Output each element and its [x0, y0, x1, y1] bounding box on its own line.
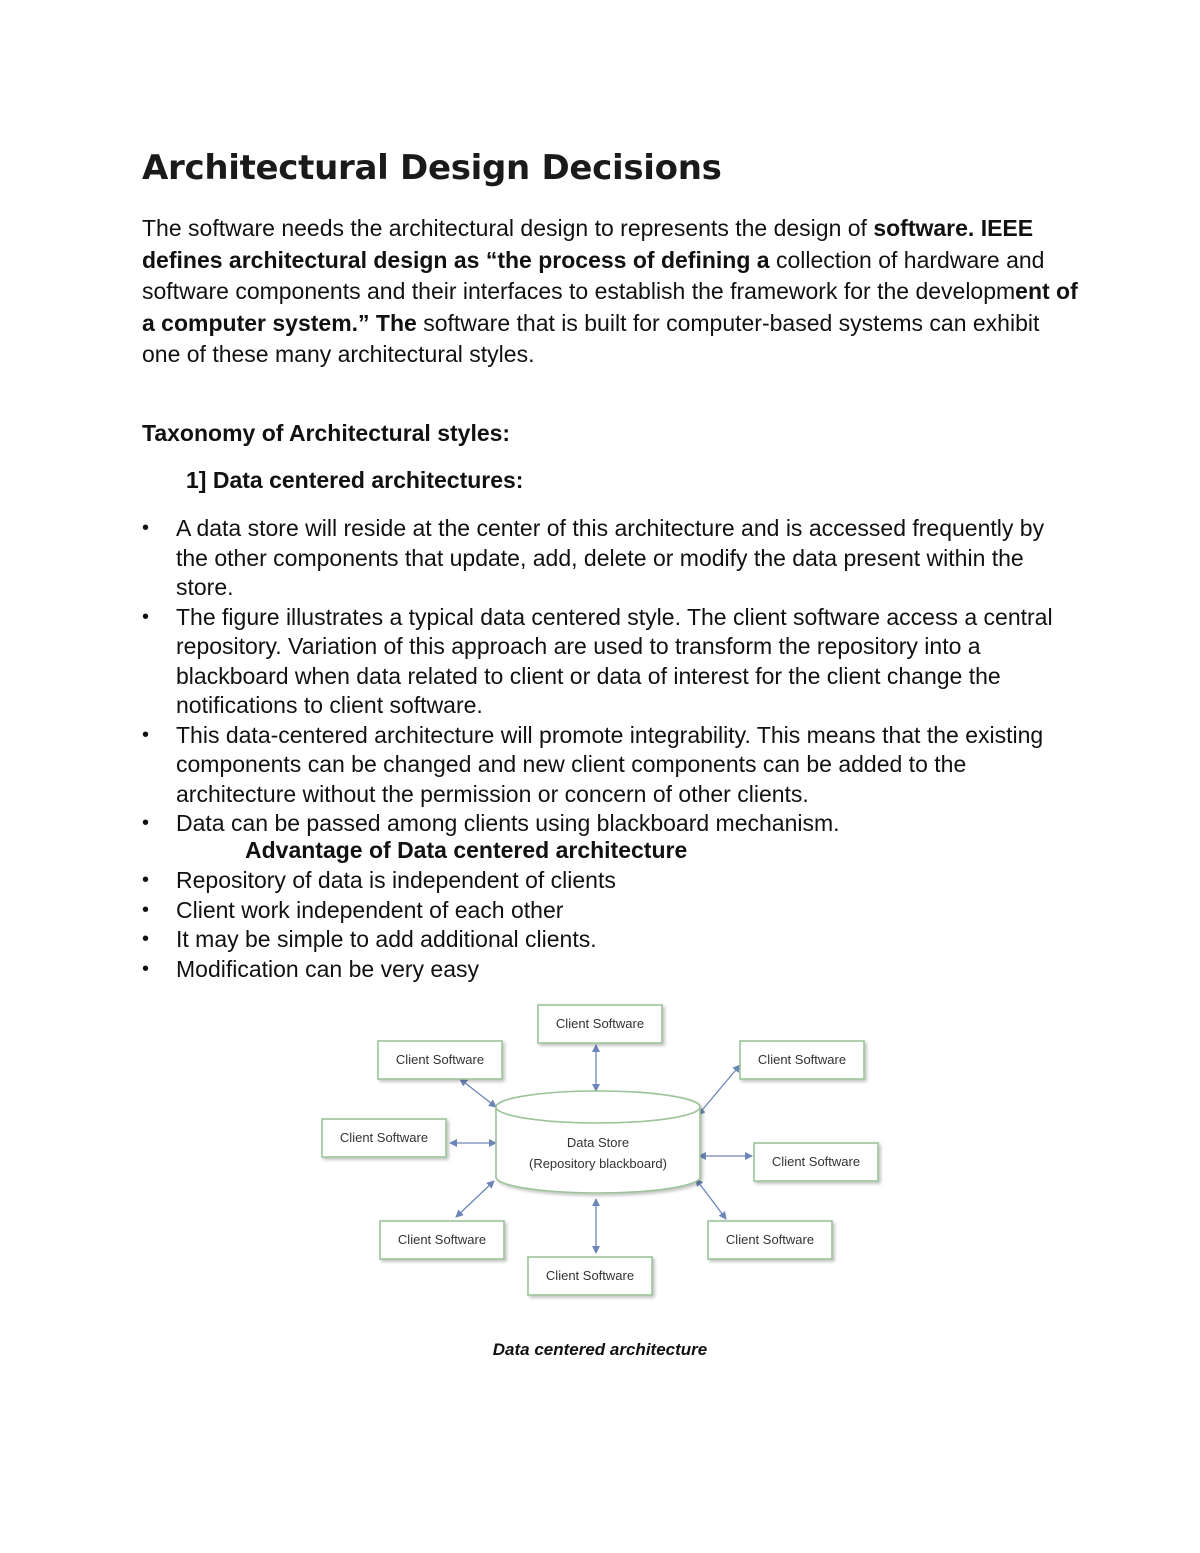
list-item	[0, 896, 1076, 926]
list-item	[0, 514, 1076, 603]
bullet-icon: •	[142, 869, 150, 891]
list-item	[0, 603, 1076, 721]
client-label: Client Software	[771, 1154, 861, 1169]
store-label-line1: Data Store	[566, 1135, 630, 1150]
list-item-text: Client work independent of each other	[176, 896, 564, 923]
data-centered-diagram	[310, 995, 890, 1315]
client-label: Client Software	[395, 1052, 485, 1067]
list-item-text: Data can be passed among clients using blackboard mechanism.	[176, 810, 840, 836]
client-left	[322, 1119, 446, 1157]
client-label: Client Software	[397, 1232, 487, 1247]
list-item-text: This data-centered architecture will promote integrability. This means that the existing components can be changed and new client components can be added to the architecture without the permission or concern of other clients.	[176, 721, 1044, 807]
list-item-text: Repository of data is independent of clients	[176, 867, 616, 893]
arrow-upper-left	[460, 1079, 496, 1107]
client-upper-right	[740, 1041, 864, 1079]
advantage-list	[0, 866, 1076, 984]
bullet-icon: •	[142, 605, 150, 628]
document-title: Architectural Design Decisions	[142, 148, 722, 188]
client-upper-left	[378, 1041, 502, 1079]
intro-text-3: collection of hardware and software components and their interfaces to establish the framework for the developm	[142, 246, 1045, 304]
figure-caption: Data centered architecture	[492, 1340, 708, 1359]
taxonomy-heading: Taxonomy of Architectural styles:	[142, 420, 511, 446]
client-lower-left	[380, 1221, 504, 1259]
client-label: Client Software	[757, 1052, 847, 1067]
client-label: Client Software	[545, 1268, 635, 1283]
list-item	[0, 955, 1076, 985]
arrow-lower-left	[456, 1181, 494, 1217]
client-label: Client Software	[555, 1016, 645, 1031]
bullet-icon: •	[142, 928, 150, 950]
list-item	[0, 866, 1076, 896]
list-item-text: A data store will reside at the center of this architecture and is accessed frequently by the other components that update, add, delete or modify the data present within the store.	[176, 515, 1045, 600]
client-lower-right	[708, 1221, 832, 1259]
list-item	[0, 925, 1076, 955]
client-top	[538, 1005, 662, 1043]
list-item-text: Modification can be very easy	[176, 955, 479, 982]
section-heading-data-centered: 1] Data centered architectures:	[186, 467, 524, 493]
cylinder-top	[496, 1091, 700, 1123]
advantage-heading: Advantage of Data centered architecture	[245, 837, 688, 863]
list-item-text: The figure illustrates a typical data centered style. The client software access a central repository. Variation of this approach are used to transform the repository into a blackboard when data related to client or data of interest for the client change the notifications to client software.	[176, 603, 1053, 718]
intro-text-5: software that is built for computer-based systems can exhibit one of these many architectural styles.	[142, 309, 1040, 367]
arrow-lower-right	[696, 1179, 726, 1219]
intro-text-1: The software needs the architectural design to represents the design of	[142, 215, 874, 241]
bullet-icon: •	[142, 517, 150, 539]
bullet-icon: •	[142, 898, 150, 921]
arrow-upper-right	[698, 1065, 740, 1115]
store-label-line2: (Repository blackboard)	[528, 1156, 668, 1171]
bullet-list	[0, 514, 1076, 839]
intro-text-2: software. IEEE defines architectural design as “the process of defining a	[142, 215, 1034, 273]
bullet-icon: •	[142, 723, 150, 746]
client-label: Client Software	[725, 1232, 815, 1247]
intro-text-4: ent of a computer system.” The	[142, 278, 1078, 336]
bullet-icon: •	[142, 812, 150, 834]
intro-paragraph	[142, 213, 1082, 371]
bullet-icon: •	[142, 957, 150, 980]
client-bottom	[528, 1257, 652, 1295]
client-right	[754, 1143, 878, 1181]
list-item-text: It may be simple to add additional clients.	[176, 926, 597, 952]
list-item	[0, 721, 1076, 810]
client-label: Client Software	[339, 1130, 429, 1145]
list-item	[0, 809, 1076, 839]
